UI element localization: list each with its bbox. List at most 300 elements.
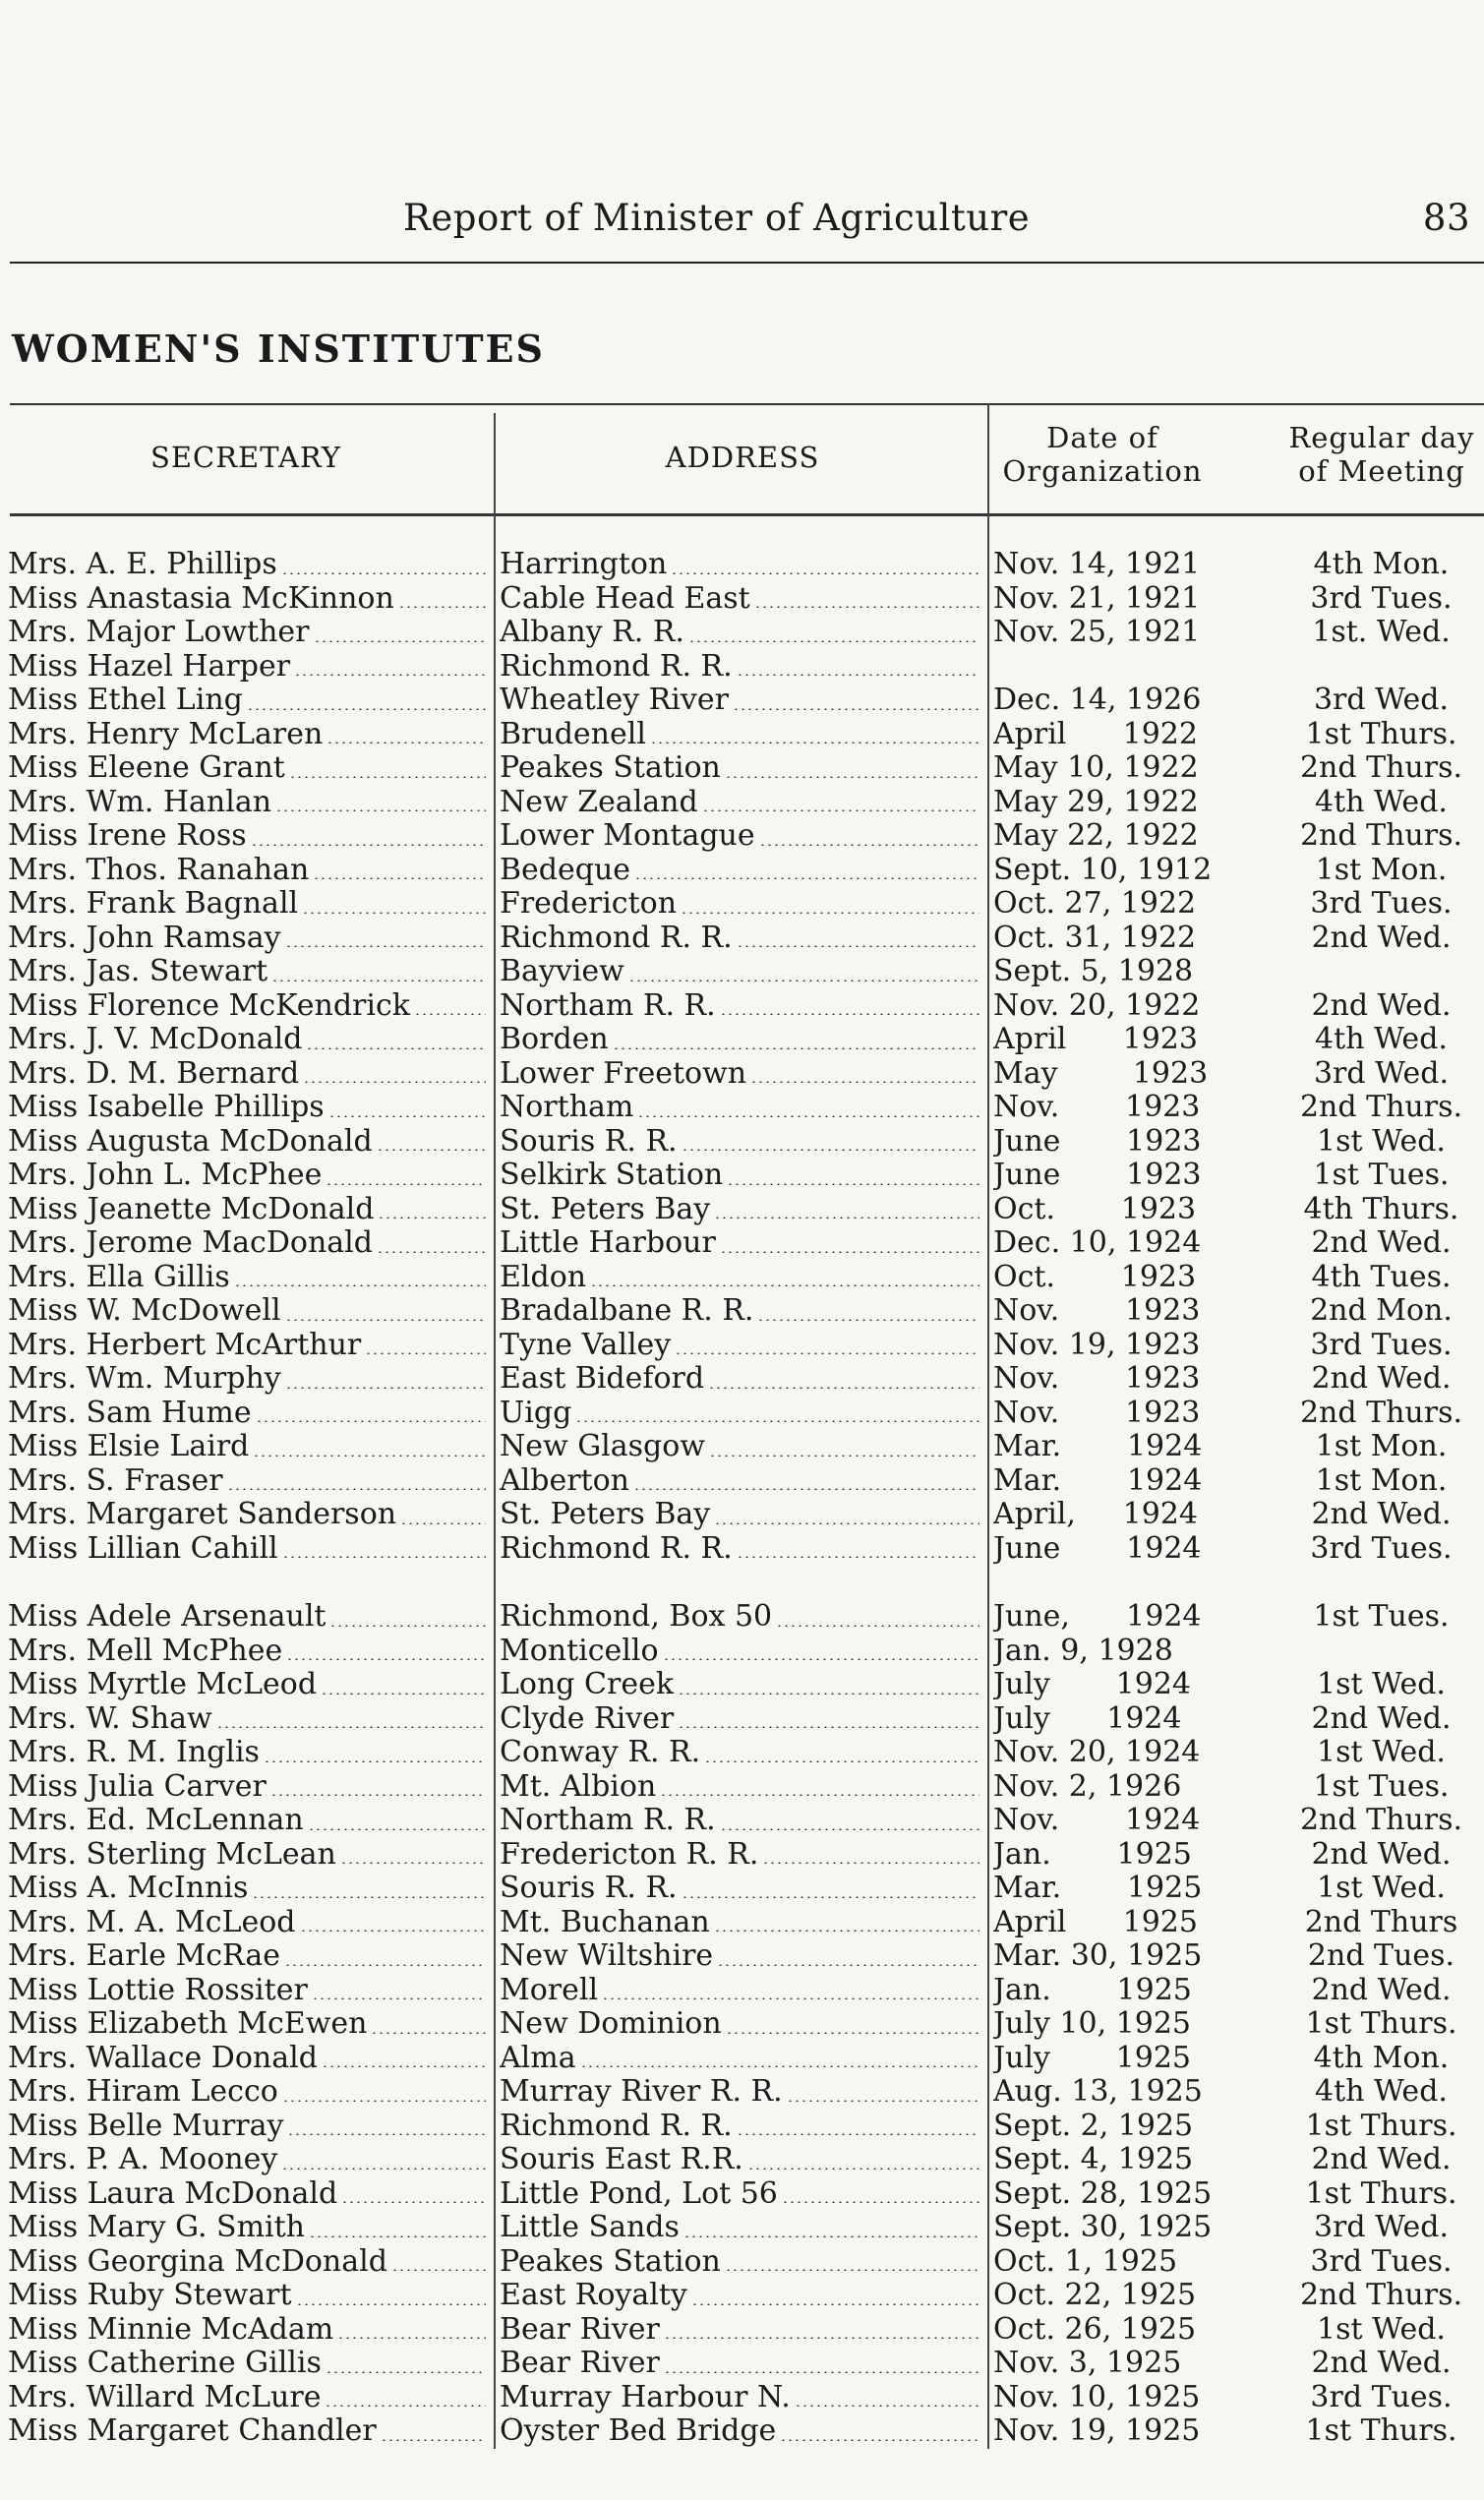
address: Clyde River (500, 1701, 675, 1736)
organization-date: July 1924 (993, 1668, 1191, 1701)
secretary-name: Mrs. John Ramsay (8, 921, 281, 955)
secretary-name: Mrs. D. M. Bernard (8, 1056, 300, 1091)
address: Fredericton (500, 887, 678, 921)
dot-leader (704, 1760, 979, 1762)
address-cell (500, 1091, 983, 1125)
address-cell (500, 751, 983, 786)
secretary-name-cell (8, 819, 490, 854)
secretary-name: Miss Anastasia McKinnon (8, 581, 394, 616)
secretary-name: Mrs. Hiram Lecco (8, 2075, 278, 2109)
dot-leader (264, 1760, 486, 1762)
address-cell (500, 650, 983, 685)
secretary-name: Miss Elizabeth McEwen (8, 2007, 368, 2041)
secretary-name: Miss Irene Ross (8, 819, 247, 853)
dot-leader (737, 945, 979, 947)
address-cell (500, 2347, 983, 2381)
dot-leader (681, 912, 979, 914)
meeting-day: 1st Thurs. (1305, 2176, 1457, 2211)
dot-leader (227, 1488, 486, 1490)
secretary-name: Miss Georgina McDonald (8, 2244, 387, 2279)
dot-leader (717, 1964, 979, 1966)
table-row (0, 1464, 1484, 1499)
address-cell (500, 1702, 983, 1737)
address-cell (500, 2211, 983, 2245)
address-cell (500, 1804, 983, 1838)
dot-leader (325, 2405, 486, 2407)
table-row (0, 2279, 1484, 2313)
dot-leader (322, 2065, 486, 2067)
meeting-day: 2nd Thurs. (1299, 751, 1463, 785)
meeting-day: 3rd Tues. (1310, 581, 1453, 616)
table-row (0, 955, 1484, 989)
dot-leader (762, 1862, 979, 1864)
meeting-day: 2nd Mon. (1310, 1294, 1453, 1328)
dot-leader (321, 1693, 486, 1695)
secretary-name: Mrs. Margaret Sanderson (8, 1498, 397, 1531)
dot-leader (725, 2269, 979, 2271)
dot-leader (326, 2371, 486, 2373)
address: Mt. Buchanan (500, 1905, 710, 1939)
secretary-name-cell (8, 1057, 490, 1092)
table-row (0, 616, 1484, 650)
dot-leader (702, 809, 979, 811)
secretary-name: Mrs. Henry McLaren (8, 717, 324, 751)
meeting-day (1278, 955, 1484, 989)
address-cell (500, 1226, 983, 1261)
meeting-day: 1st Wed. (1317, 2312, 1446, 2347)
secretary-name-cell (8, 1091, 490, 1125)
meeting-day: 1st Mon. (1315, 1463, 1448, 1498)
dot-leader (720, 1013, 979, 1015)
secretary-name-cell (8, 2143, 490, 2177)
organization-date: April 1923 (993, 1023, 1198, 1056)
secretary-name: Mrs. Major Lowther (8, 616, 310, 649)
address: Souris R. R. (500, 1872, 678, 1905)
address: Bear River (500, 2347, 660, 2380)
secretary-name: Miss Julia Carver (8, 1769, 267, 1804)
dot-leader (303, 1081, 486, 1083)
address: St. Peters Bay (500, 1192, 711, 1226)
organization-date: Mar. 30, 1925 (993, 1939, 1203, 1973)
dot-leader (371, 2032, 486, 2034)
address: Northam R. R. (500, 988, 716, 1023)
dot-leader (660, 1794, 979, 1796)
dot-leader (289, 776, 486, 778)
table-row (0, 2177, 1484, 2212)
secretary-name-cell (8, 1261, 490, 1295)
table-row (0, 1261, 1484, 1295)
table-row (0, 2110, 1484, 2144)
address-cell (500, 2313, 983, 2348)
table-row (0, 1872, 1484, 1906)
table-row (0, 786, 1484, 820)
meeting-day: 2nd Wed. (1311, 1701, 1452, 1736)
table-row (0, 1736, 1484, 1770)
table-row (0, 1702, 1484, 1737)
address-cell (500, 1294, 983, 1329)
dot-leader (378, 1217, 486, 1219)
secretary-name-cell (8, 1872, 490, 1906)
meeting-day: 1st Tues. (1313, 1769, 1450, 1804)
address-cell (500, 1838, 983, 1873)
dot-leader (682, 1896, 979, 1898)
dot-leader (270, 1794, 486, 1796)
organization-date: Oct. 1923 (993, 1192, 1197, 1226)
secretary-name-cell (8, 1498, 490, 1532)
secretary-name: Miss Minnie McAdam (8, 2312, 334, 2347)
table-row (0, 1804, 1484, 1838)
address: Little Harbour (500, 1226, 716, 1260)
address-cell (500, 1125, 983, 1160)
dot-leader (365, 1352, 486, 1354)
table-row (0, 1430, 1484, 1464)
secretary-name: Mrs. Wallace Donald (8, 2041, 318, 2075)
address: Cable Head East (500, 581, 750, 616)
dot-leader (234, 1284, 486, 1286)
meeting-day: 1st Wed. (1317, 1736, 1446, 1769)
dot-leader (302, 912, 486, 914)
secretary-name: Miss Adele Arsenault (8, 1600, 326, 1634)
dot-leader (688, 640, 979, 642)
table-row (0, 1906, 1484, 1940)
dot-leader (314, 640, 486, 642)
organization-date: July 1924 (993, 1701, 1182, 1736)
address-cell (500, 2245, 983, 2280)
table-row (0, 1159, 1484, 1193)
dot-leader (275, 809, 486, 811)
organization-date: Oct. 27, 1922 (993, 887, 1197, 921)
secretary-name-cell (8, 922, 490, 956)
table-row (0, 1600, 1484, 1635)
address-cell (500, 616, 983, 650)
dot-leader (400, 1522, 486, 1524)
table-row (0, 2381, 1484, 2415)
secretary-name: Mrs. R. M. Inglis (8, 1736, 260, 1769)
organization-date: Nov. 1923 (993, 1091, 1201, 1124)
dot-leader (737, 1556, 979, 1558)
dot-leader (795, 2405, 979, 2407)
dot-leader (414, 1013, 486, 1015)
organization-date: April 1925 (993, 1905, 1198, 1939)
column-header-meeting-day (1269, 421, 1484, 488)
dot-leader (682, 1149, 979, 1151)
table-row (0, 2007, 1484, 2042)
meeting-day: 4th Tues. (1311, 1260, 1452, 1294)
meeting-day (1278, 650, 1484, 685)
secretary-name-cell (8, 1600, 490, 1635)
secretary-name: Miss Hazel Harper (8, 649, 291, 684)
table-row (0, 854, 1484, 888)
address-cell (500, 819, 983, 854)
organization-date: May 1923 (993, 1056, 1209, 1091)
organization-date: Jan. 1925 (993, 1973, 1192, 2007)
meeting-day: 1st Tues. (1313, 1600, 1450, 1634)
address: Lower Freetown (500, 1056, 747, 1091)
dot-leader (714, 1522, 979, 1524)
address-cell (500, 1023, 983, 1057)
secretary-name-cell (8, 1294, 490, 1329)
table-row (0, 1329, 1484, 1363)
column-header-day-line2: of Meeting (1298, 454, 1465, 488)
secretary-name-cell (8, 1770, 490, 1805)
table-row (0, 2313, 1484, 2348)
organization-date: April 1922 (993, 717, 1198, 751)
secretary-name: Mrs. Sam Hume (8, 1396, 252, 1430)
organization-date: Oct. 22, 1925 (993, 2279, 1197, 2312)
secretary-name-cell (8, 1430, 490, 1464)
address-cell (500, 854, 983, 888)
table-row (0, 2347, 1484, 2381)
secretary-name: Miss Elsie Laird (8, 1430, 250, 1463)
dot-leader (312, 1997, 486, 1999)
secretary-name: Miss Margaret Chandler (8, 2414, 377, 2448)
dot-leader (691, 2303, 979, 2305)
address: Wheatley River (500, 684, 729, 717)
secretary-name: Miss Lottie Rossiter (8, 1973, 308, 2007)
dot-leader (727, 1183, 979, 1185)
meeting-day: 2nd Wed. (1311, 1226, 1452, 1260)
meeting-day: 1st Tues. (1313, 1159, 1450, 1192)
organization-date: Nov. 20, 1922 (993, 988, 1201, 1023)
column-header-secretary: SECRETARY (149, 441, 342, 474)
organization-date: Nov. 1923 (993, 1362, 1201, 1396)
address-cell (500, 887, 983, 922)
dot-leader (634, 877, 979, 879)
organization-date: June 1923 (993, 1124, 1202, 1159)
meeting-day: 3rd Tues. (1310, 887, 1453, 921)
organization-date: Nov. 25, 1921 (993, 616, 1201, 649)
organization-date: May 29, 1922 (993, 785, 1199, 819)
dot-leader (328, 1115, 486, 1117)
meeting-day: 2nd Thurs. (1299, 2279, 1463, 2312)
meeting-day: 3rd Tues. (1310, 1328, 1453, 1362)
address-cell (500, 1668, 983, 1702)
secretary-name-cell (8, 548, 490, 582)
address: Bradalbane R. R. (500, 1294, 754, 1328)
dot-leader (286, 1658, 486, 1660)
address-cell (500, 1464, 983, 1499)
table-row (0, 922, 1484, 956)
table-row (0, 650, 1484, 685)
organization-date: Mar. 1924 (993, 1430, 1203, 1463)
organization-date: July 1925 (993, 2041, 1191, 2075)
table-row (0, 2143, 1484, 2177)
secretary-name-cell (8, 2313, 490, 2348)
secretary-name-cell (8, 2245, 490, 2280)
secretary-name: Miss Ruby Stewart (8, 2279, 292, 2312)
organization-date: May 22, 1922 (993, 819, 1199, 853)
organization-date: Dec. 14, 1926 (993, 684, 1202, 717)
meeting-day: 3rd Wed. (1313, 684, 1450, 717)
dot-leader (678, 1726, 979, 1728)
dot-leader (725, 776, 979, 778)
address: Alma (500, 2041, 576, 2075)
secretary-name-cell (8, 650, 490, 685)
address-cell (500, 2110, 983, 2144)
organization-date: Mar. 1925 (993, 1872, 1203, 1905)
secretary-name: Miss Isabelle Phillips (8, 1091, 325, 1124)
table-row (0, 1125, 1484, 1160)
organization-date: June 1924 (993, 1531, 1202, 1566)
address: Monticello (500, 1634, 659, 1668)
meeting-day: 2nd Wed. (1311, 1362, 1452, 1396)
table-row (0, 1838, 1484, 1873)
secretary-name-cell (8, 2211, 490, 2245)
address: Peakes Station (500, 2244, 721, 2279)
secretary-name-cell (8, 751, 490, 786)
secretary-name-cell (8, 2414, 490, 2449)
secretary-name: Miss Ethel Ling (8, 684, 243, 717)
dot-leader (377, 1251, 486, 1253)
dot-leader (285, 945, 486, 947)
meeting-day: 1st Thurs. (1305, 2109, 1457, 2143)
address-cell (500, 718, 983, 752)
table-row (0, 1939, 1484, 1974)
secretary-name: Mrs. Wm. Murphy (8, 1362, 281, 1396)
dot-leader (737, 674, 979, 676)
table-row (0, 1635, 1484, 1669)
dot-leader (308, 1828, 486, 1830)
section-title: WOMEN'S INSTITUTES (12, 327, 545, 371)
dot-leader (782, 2201, 979, 2203)
organization-date: Nov. 1923 (993, 1294, 1201, 1328)
column-header-address: ADDRESS (665, 441, 820, 474)
secretary-name-cell (8, 1939, 490, 1974)
table-row (0, 2042, 1484, 2076)
dot-leader (337, 2337, 486, 2339)
dot-leader (247, 708, 486, 710)
organization-date: Nov. 2, 1926 (993, 1769, 1182, 1804)
dot-leader (282, 2100, 486, 2102)
meeting-day: 2nd Thurs. (1299, 1396, 1463, 1430)
address: Lower Montague (500, 819, 755, 853)
dot-leader (398, 606, 486, 608)
address-cell (500, 1635, 983, 1669)
dot-leader (313, 877, 486, 879)
dot-leader (683, 2235, 979, 2237)
organization-date: Sept. 30, 1925 (993, 2211, 1213, 2244)
secretary-name: Mrs. Ella Gillis (8, 1260, 230, 1294)
secretary-name: Mrs. P. A. Mooney (8, 2143, 278, 2176)
address-cell (500, 1193, 983, 1227)
table-row (0, 1532, 1484, 1567)
table-row (0, 548, 1484, 582)
dot-leader (650, 742, 979, 744)
dot-leader (714, 1930, 979, 1932)
table-row (0, 2211, 1484, 2245)
secretary-name-cell (8, 1397, 490, 1431)
secretary-name: Mrs. J. V. McDonald (8, 1023, 303, 1056)
address: Peakes Station (500, 751, 721, 785)
address: Mt. Albion (500, 1769, 657, 1804)
dot-leader (326, 742, 486, 744)
secretary-name: Miss Jeanette McDonald (8, 1192, 375, 1226)
address-cell (500, 1974, 983, 2008)
column-header-date (989, 421, 1216, 488)
address: Uigg (500, 1396, 572, 1430)
address-cell (500, 1498, 983, 1532)
table-row (0, 887, 1484, 922)
table-row (0, 1668, 1484, 1702)
dot-leader (271, 980, 486, 982)
dot-leader (281, 572, 486, 574)
secretary-name-cell (8, 582, 490, 617)
address-cell (500, 1770, 983, 1805)
secretary-name-cell (8, 2347, 490, 2381)
secretary-name-cell (8, 1464, 490, 1499)
dot-leader (306, 1047, 486, 1049)
meeting-day: 2nd Tues. (1307, 1939, 1455, 1973)
secretary-name: Mrs. John L. McPhee (8, 1159, 323, 1192)
address: Richmond R. R. (500, 1531, 733, 1566)
dot-leader (747, 2168, 979, 2170)
secretary-name-cell (8, 1974, 490, 2008)
table-row (0, 751, 1484, 786)
address-cell (500, 684, 983, 718)
secretary-name-cell (8, 2177, 490, 2212)
meeting-day: 2nd Thurs. (1299, 819, 1463, 853)
address-cell (500, 1362, 983, 1397)
address: Bedeque (500, 853, 631, 887)
dot-leader (580, 2065, 979, 2067)
secretary-name: Miss Lillian Cahill (8, 1531, 278, 1566)
secretary-name: Miss Myrtle McLeod (8, 1668, 318, 1701)
address: Richmond R. R. (500, 921, 733, 955)
address-cell (500, 786, 983, 820)
address-cell (500, 2143, 983, 2177)
table-row (0, 989, 1484, 1024)
address-cell (500, 1600, 983, 1635)
secretary-name: Mrs. Sterling McLean (8, 1837, 336, 1872)
organization-date: Nov. 19, 1923 (993, 1328, 1201, 1362)
secretary-name-cell (8, 684, 490, 718)
address: Richmond R. R. (500, 2109, 733, 2143)
dot-leader (628, 980, 979, 982)
address: Richmond R. R. (500, 649, 733, 684)
secretary-name: Mrs. M. A. McLeod (8, 1905, 296, 1939)
dot-leader (750, 1081, 979, 1083)
dot-leader (251, 844, 486, 846)
address: Morell (500, 1973, 599, 2007)
organization-date: Nov. 19, 1925 (993, 2414, 1201, 2448)
secretary-name: Miss Belle Murray (8, 2109, 284, 2143)
dot-leader (675, 1352, 979, 1354)
organization-date: Nov. 21, 1921 (993, 581, 1201, 616)
secretary-name-cell (8, 887, 490, 922)
address: Souris East R.R. (500, 2143, 743, 2176)
meeting-day: 4th Wed. (1315, 1023, 1448, 1056)
address: Murray River R. R. (500, 2075, 783, 2109)
organization-date: April, 1924 (993, 1498, 1198, 1531)
meeting-day: 2nd Thurs. (1299, 1804, 1463, 1837)
table-row (0, 582, 1484, 617)
dot-leader (737, 2133, 979, 2135)
address-cell (500, 1057, 983, 1092)
secretary-name: Mrs. S. Fraser (8, 1463, 223, 1498)
organization-date: Sept. 2, 1925 (993, 2109, 1194, 2143)
meeting-day: 1st Wed. (1317, 1668, 1446, 1701)
meeting-day: 1st Wed. (1317, 1872, 1446, 1905)
address: Northam R. R. (500, 1804, 716, 1837)
dot-leader (341, 2201, 486, 2203)
dot-leader (377, 1149, 486, 1151)
meeting-day: 3rd Tues. (1310, 2380, 1453, 2414)
dot-leader (633, 1488, 979, 1490)
table-row (0, 1974, 1484, 2008)
secretary-name: Miss Catherine Gillis (8, 2347, 322, 2380)
address-cell (500, 1872, 983, 1906)
dot-leader (602, 1997, 979, 1999)
